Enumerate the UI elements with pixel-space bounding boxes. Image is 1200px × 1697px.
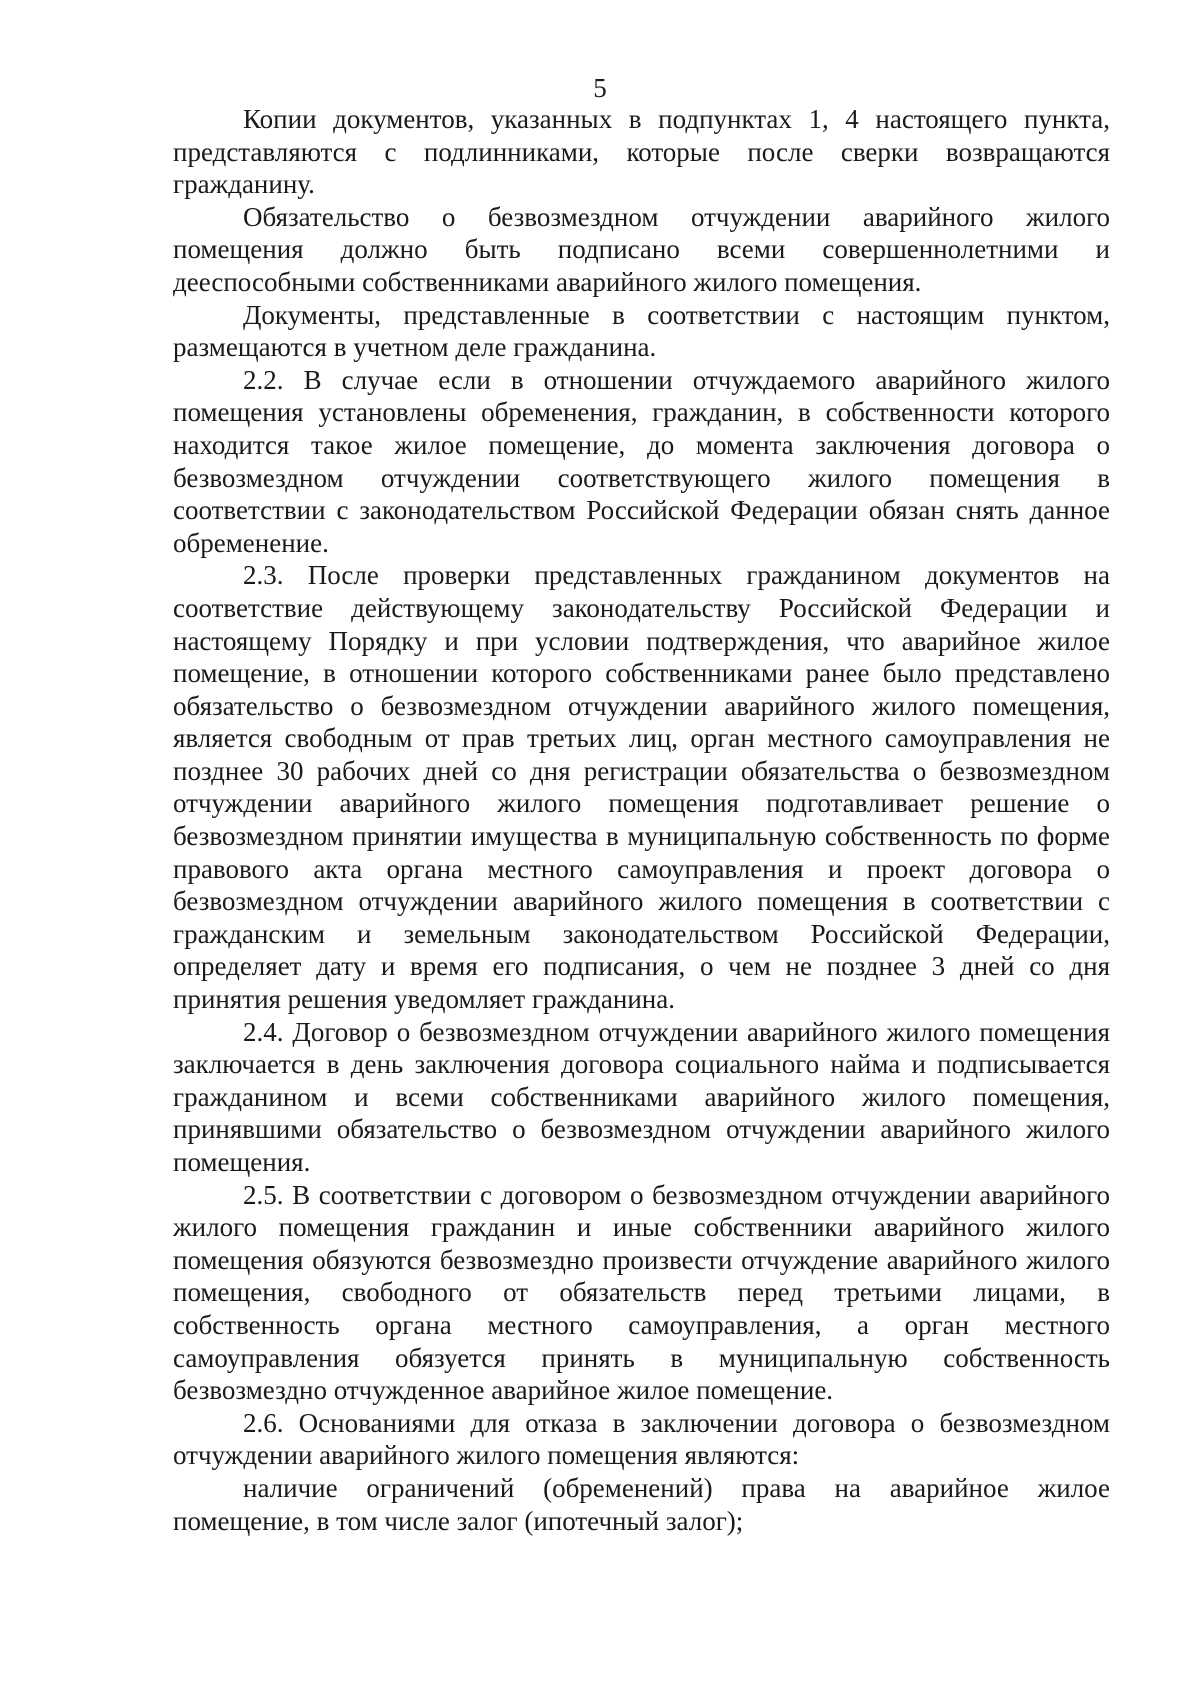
paragraph-2-5: 2.5. В соответствии с договором о безвозмездном отчуждении аварийного жилого помещения гражданин и иные собственники аварийного жилого помещения обязуются безвозмездно произвести отчуждение аварийного жилого помещения, свободного от обязательств перед третьими лицами, в собственность органа местного самоуправления, а орган местного самоуправления обязуется принять в муниципальную собственность безвозмездно отчужденное аварийное жилое помещение.: [173, 1179, 1110, 1406]
paragraph-documents: Документы, представленные в соответствии с настоящим пунктом, размещаются в учетном деле гражданина.: [173, 299, 1110, 363]
paragraph-copies: Копии документов, указанных в подпунктах 1, 4 настоящего пункта, представляются с подлинниками, которые после сверки возвращаются гражданину.: [173, 104, 1110, 200]
document-body: [173, 103, 1110, 1537]
paragraph-2-3: 2.3. После проверки представленных гражданином документов на соответствие действующему законодательству Российской Федерации и настоящему Порядку и при условии подтверждения, что аварийное жилое помещение, в отношении которого собственниками ранее было представлено обязательство о безвозмездном отчуждении аварийного жилого помещения, является свободным от прав третьих лиц, орган местного самоуправления не позднее 30 рабочих дней со дня регистрации обязательства о безвозмездном отчуждении аварийного жилого помещения подготавливает решение о безвозмездном принятии имущества в муниципальную собственность по форме правового акта органа местного самоуправления и проект договора о безвозмездном отчуждении аварийного жилого помещения в соответствии с гражданским и земельным законодательством Российской Федерации, определяет дату и время его подписания, о чем не позднее 3 дней со дня принятия решения уведомляет гражданина.: [173, 560, 1110, 1015]
paragraph-obligation: Обязательство о безвозмездном отчуждении аварийного жилого помещения должно быть подписано всеми совершеннолетними и дееспособными собственниками аварийного жилого помещения.: [173, 201, 1110, 297]
paragraph-2-6: 2.6. Основаниями для отказа в заключении договора о безвозмездном отчуждении аварийного жилого помещения являются:: [173, 1407, 1110, 1471]
paragraph-encumbrances: наличие ограничений (обременений) права на аварийное жилое помещение, в том числе залог (ипотечный залог);: [173, 1472, 1110, 1536]
page-number: 5: [593, 73, 607, 103]
paragraph-2-2: 2.2. В случае если в отношении отчуждаемого аварийного жилого помещения установлены обременения, гражданин, в собственности которого находится такое жилое помещение, до момента заключения договора о безвозмездном отчуждении соответствующего жилого помещения в соответствии с законодательством Российской Федерации обязан снять данное обременение.: [173, 364, 1110, 558]
paragraph-2-4: 2.4. Договор о безвозмездном отчуждении аварийного жилого помещения заключается в день заключения договора социального найма и подписывается гражданином и всеми собственниками аварийного жилого помещения, принявшими обязательство о безвозмездном отчуждении аварийного жилого помещения.: [173, 1016, 1110, 1177]
